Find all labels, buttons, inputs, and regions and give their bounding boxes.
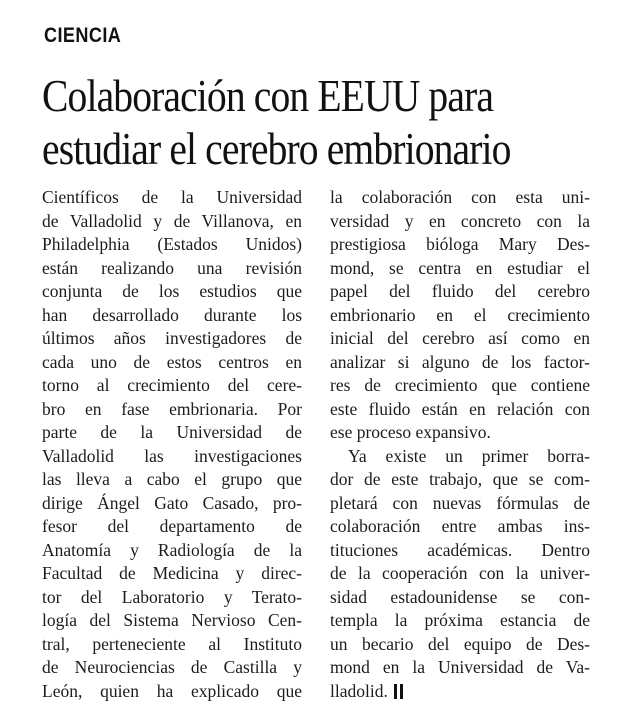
body-line: han desarrollado durante los <box>42 304 302 325</box>
body-line: la colaboración con esta uni- <box>330 187 590 207</box>
body-line: un becario del equipo de Des- <box>330 633 590 654</box>
body-line: conjunta de los estudios que <box>42 281 302 301</box>
headline <box>42 70 605 176</box>
body-line: pletará con nuevas fórmulas de <box>330 492 590 513</box>
body-line: Anatomía y Radiología de la <box>42 539 302 560</box>
body-line: inicial del cerebro así como en <box>330 328 590 348</box>
body-line: Valladolid las investigaciones <box>42 445 302 466</box>
body-line: de Valladolid y de Villanova, en <box>42 210 302 231</box>
body-line: fesor del departamento de <box>42 516 302 536</box>
end-of-article-mark <box>394 684 403 699</box>
body-line: tral, perteneciente al Instituto <box>42 633 302 654</box>
body-line: Científicos de la Universidad <box>42 187 302 207</box>
section-label: CIENCIA <box>44 24 122 47</box>
body-line: Facultad de Medicina y direc- <box>42 563 302 583</box>
body-line: cada uno de estos centros en <box>42 351 302 372</box>
body-line: templa la próxima estancia de <box>330 610 590 630</box>
body-line: dirige Ángel Gato Casado, pro- <box>42 492 302 513</box>
body-line: lladolid. <box>330 680 388 701</box>
body-line: parte de la Universidad de <box>42 422 302 442</box>
body-line: prestigiosa bióloga Mary Des- <box>330 234 590 254</box>
body-line: papel del fluido del cerebro <box>330 281 590 301</box>
body-line: las lleva a cabo el grupo que <box>42 469 302 489</box>
body-line: tituciones académicas. Dentro <box>330 539 590 560</box>
headline-line: estudiar el cerebro embrionario <box>42 124 511 174</box>
body-line: mond, se centra en estudiar el <box>330 257 590 278</box>
body-line: Philadelphia (Estados Unidos) <box>42 234 302 254</box>
body-line: torno al crecimiento del cere- <box>42 375 302 395</box>
body-line: Ya existe un primer borra- <box>348 445 590 466</box>
body-line: colaboración entre ambas ins- <box>330 516 590 536</box>
body-line: logía del Sistema Nervioso Cen- <box>42 610 302 630</box>
body-line: mond en la Universidad de Va- <box>330 657 590 677</box>
body-line: tor del Laboratorio y Terato- <box>42 586 302 607</box>
body-line: analizar si alguno de los factor- <box>330 351 590 372</box>
body-line: dor de este trabajo, que se com- <box>330 469 590 489</box>
body-line: versidad y en concreto con la <box>330 210 590 231</box>
article-column-right <box>330 186 590 703</box>
headline-line: Colaboración con EEUU para <box>42 71 494 121</box>
body-line: están realizando una revisión <box>42 257 302 278</box>
body-line: de la cooperación con la univer- <box>330 563 590 583</box>
body-line: sidad estadounidense se con- <box>330 586 590 607</box>
body-line: de Neurociencias de Castilla y <box>42 657 302 677</box>
body-line: este fluido están en relación con <box>330 398 590 419</box>
body-line: embrionario en el crecimiento <box>330 304 590 325</box>
body-line-final <box>330 680 590 704</box>
article-column-left <box>42 186 302 703</box>
body-line: últimos años investigadores de <box>42 328 302 348</box>
body-line: ese proceso expansivo. <box>330 422 491 442</box>
body-line: bro en fase embrionaria. Por <box>42 398 302 419</box>
body-line: León, quien ha explicado que <box>42 680 302 701</box>
body-line: res de crecimiento que contiene <box>330 375 590 395</box>
